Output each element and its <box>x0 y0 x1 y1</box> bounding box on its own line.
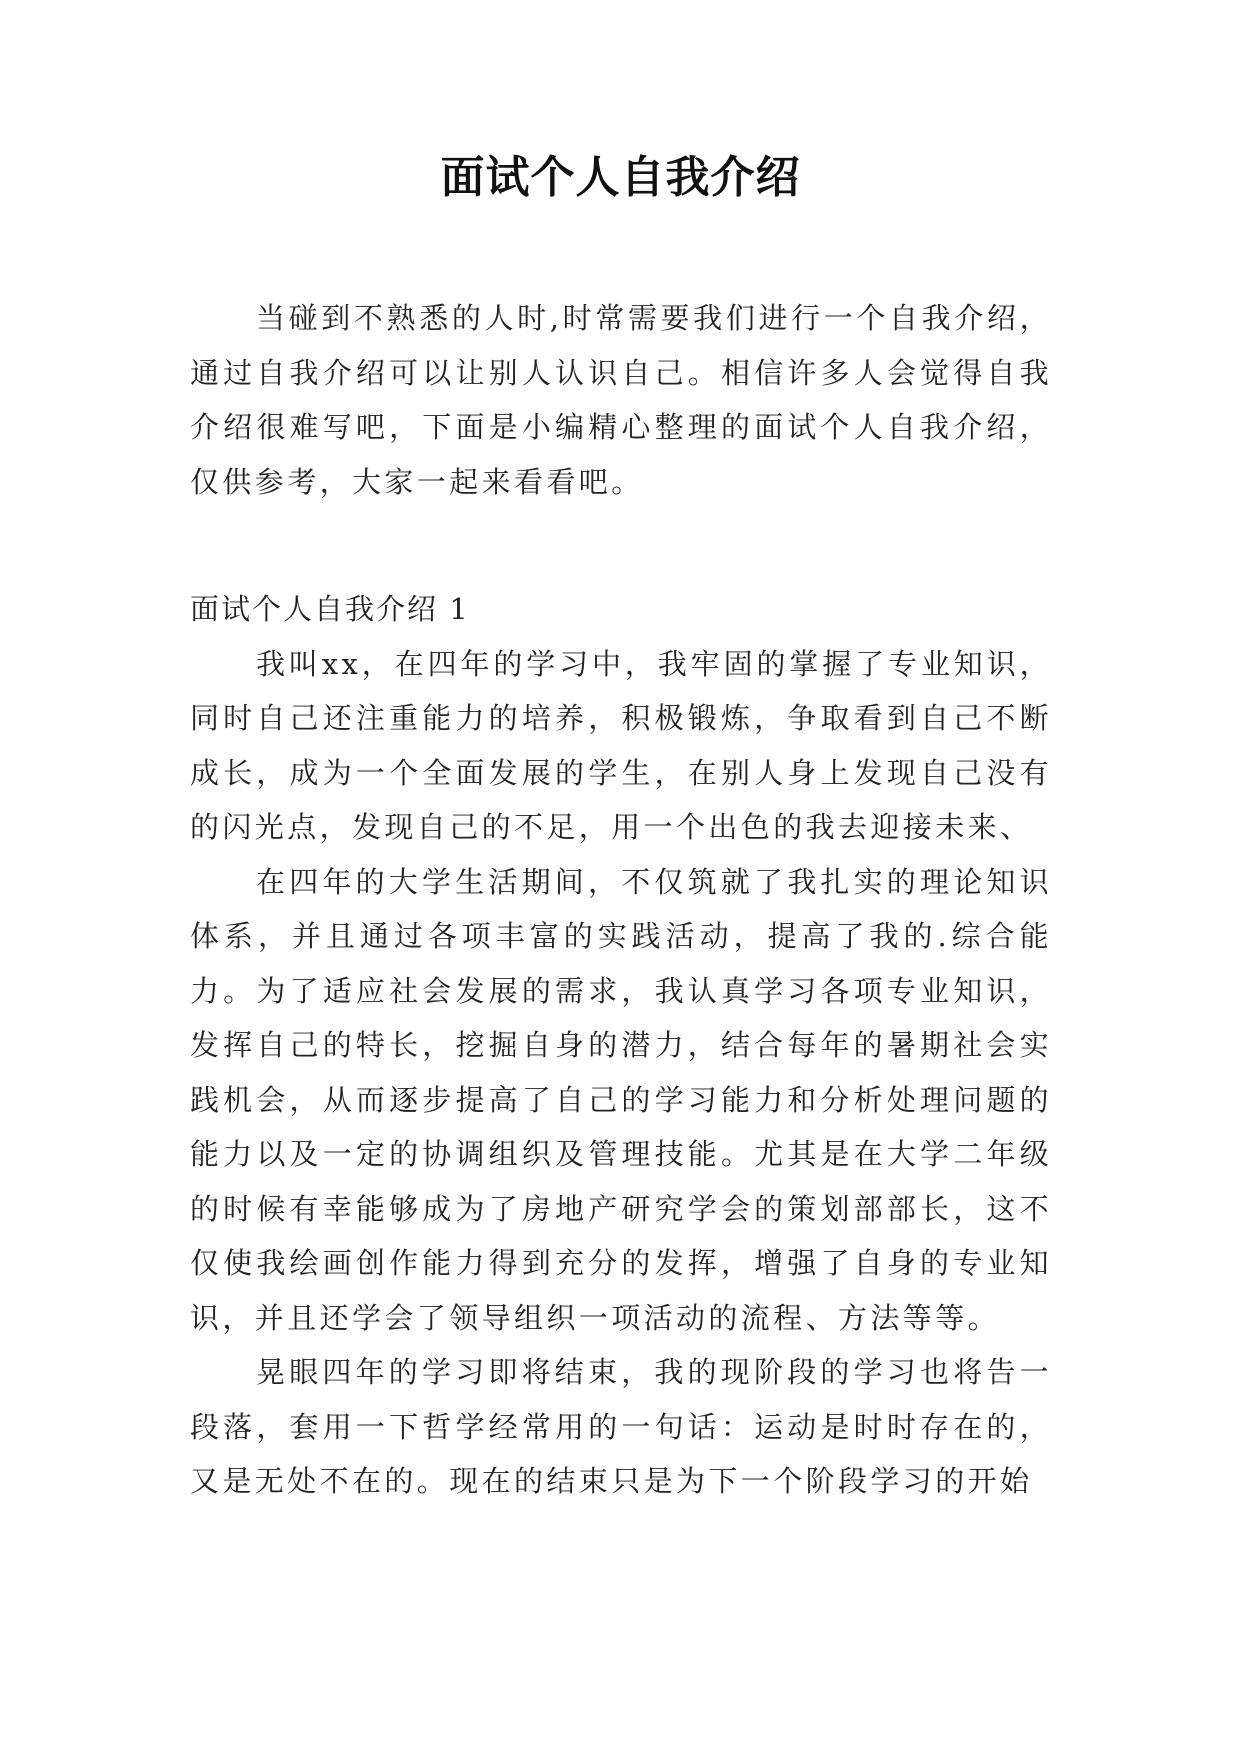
section-1 <box>190 582 1052 1509</box>
document-title: 面试个人自我介绍 <box>440 152 801 203</box>
section-1-paragraph-2: 在四年的大学生活期间，不仅筑就了我扎实的理论知识体系，并且通过各项丰富的实践活动，提高了我的.综合能力。为了适应社会发展的需求，我认真学习各项专业知识，发挥自己的特长，挖掘自身的潜力，结合每年的暑期社会实践机会，从而逐步提高了自己的学习能力和分析处理问题的能力以及一定的协调组织及管理技能。尤其是在大学二年级的时候有幸能够成为了房地产研究学会的策划部部长，这不仅使我绘画创作能力得到充分的发挥，增强了自身的专业知识，并且还学会了领导组织一项活动的流程、方法等等。 <box>190 864 1052 1335</box>
intro-paragraph: 当碰到不熟悉的人时,时常需要我们进行一个自我介绍，通过自我介绍可以让别人认识自己。相信许多人会觉得自我介绍很难写吧，下面是小编精心整理的面试个人自我介绍，仅供参考，大家一起来看看吧。 <box>190 301 1052 499</box>
intro-section <box>190 291 1052 509</box>
section-1-heading: 面试个人自我介绍 1 <box>190 592 470 626</box>
section-1-paragraph-1: 我叫xx，在四年的学习中，我牢固的掌握了专业知识，同时自己还注重能力的培养，积极锻炼，争取看到自己不断成长，成为一个全面发展的学生，在别人身上发现自己没有的闪光点，发现自己的不足，用一个出色的我去迎接未来、 <box>190 646 1052 844</box>
section-1-paragraph-3: 晃眼四年的学习即将结束，我的现阶段的学习也将告一段落，套用一下哲学经常用的一句话：运动是时时存在的，又是无处不在的。现在的结束只是为下一个阶段学习的开始 <box>190 1355 1052 1498</box>
